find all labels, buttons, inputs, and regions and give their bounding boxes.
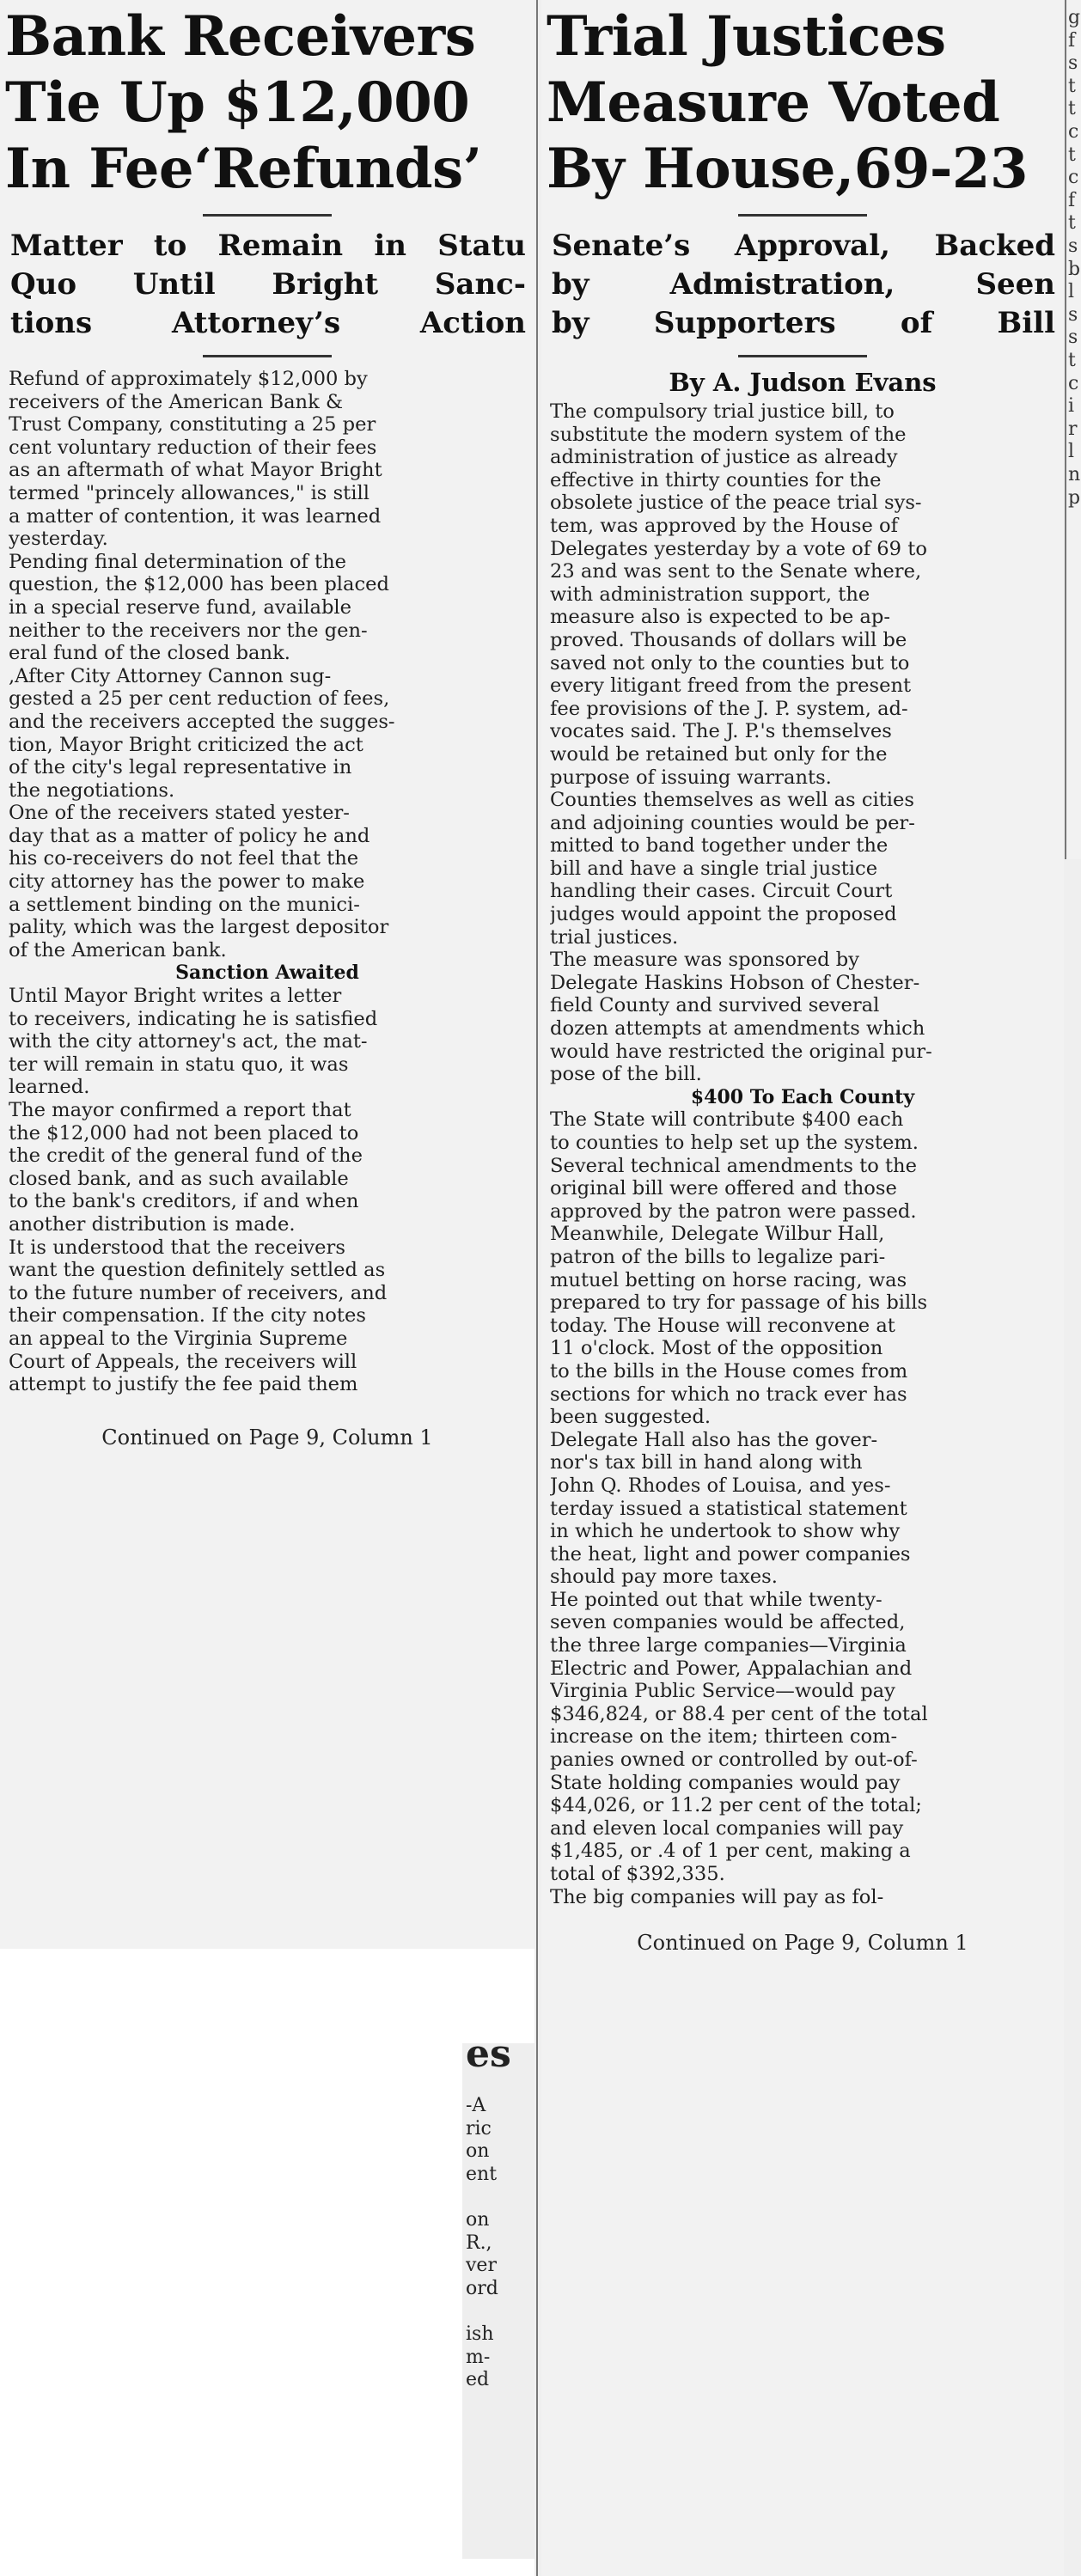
text-line: Court of Appeals, the receivers will (9, 1350, 357, 1373)
edge-fragment: s (1068, 52, 1078, 75)
text-line: tion, Mayor Bright criticized the act (9, 733, 363, 756)
text-line: receivers of the American Bank & (9, 390, 344, 413)
edge-fragment: t (1068, 98, 1076, 120)
edge-fragment: s (1068, 303, 1078, 326)
text-line: approved by the patron were passed. (550, 1199, 917, 1223)
text-line: mutuel betting on horse racing, was (550, 1268, 907, 1291)
lower-left-fragment (462, 2043, 534, 2559)
text-line: The compulsory trial justice bill, to (550, 400, 895, 423)
text-line: saved not only to the counties but to (550, 651, 910, 675)
edge-fragment: n (1068, 464, 1081, 485)
fragment-text: on (466, 2209, 490, 2231)
text-line: purpose of issuing warrants. (550, 766, 832, 789)
column-rule (1065, 0, 1066, 859)
text-line: administration of justice as already (550, 446, 898, 469)
text-line: Electric and Power, Appalachian and (550, 1657, 913, 1680)
text-line: The State will contribute $400 each (550, 1108, 904, 1132)
right-body-continued (550, 1108, 1057, 1908)
headline-line: Measure Voted (547, 70, 1000, 135)
text-line: to counties to help set up the system. (550, 1132, 919, 1154)
text-line: gested a 25 per cent reduction of fees, (9, 687, 390, 711)
text-line: John Q. Rhodes of Louisa, and yes- (550, 1474, 891, 1497)
text-line: the $12,000 had not been placed to (9, 1121, 359, 1145)
text-line: yesterday. (9, 528, 108, 551)
text-line: It is understood that the receivers (9, 1236, 345, 1259)
edge-fragment: f (1068, 29, 1076, 52)
text-line: bill and have a single trial justice (550, 857, 878, 880)
edge-fragment: s (1068, 327, 1078, 349)
text-line: pality, which was the largest depositor (9, 916, 389, 939)
right-subhead (552, 227, 1055, 343)
text-line: proved. Thousands of dollars will be (550, 628, 907, 651)
right-headline (541, 3, 1064, 202)
text-line: He pointed out that while twenty- (550, 1588, 883, 1611)
text-line: and the receivers accepted the sugges- (9, 710, 395, 733)
text-line: and eleven local companies will pay (550, 1816, 904, 1840)
edge-fragment: l (1068, 281, 1075, 303)
text-line: vocates said. The J. P.'s themselves (550, 720, 892, 743)
text-line: $346,824, or 88.4 per cent of the total (550, 1702, 928, 1725)
edge-fragment: p (1068, 486, 1081, 509)
text-line: been suggested. (550, 1406, 712, 1429)
text-line: attempt to justify the fee paid them (9, 1373, 358, 1396)
divider (738, 214, 867, 217)
left-headline (0, 3, 534, 202)
text-line: cent voluntary reduction of their fees (9, 436, 377, 459)
text-line: question, the $12,000 has been placed (9, 573, 389, 596)
text-line: would have restricted the original pur- (550, 1040, 932, 1063)
text-line: 23 and was sent to the Senate where, (550, 560, 922, 583)
text-line: mitted to band together under the (550, 834, 889, 858)
fragment-text: ric (466, 2117, 492, 2140)
text-line: seven companies would be affected, (550, 1611, 906, 1634)
left-subhead (10, 227, 526, 343)
fragment-text: ed (466, 2369, 490, 2391)
text-line: field County and survived several (550, 994, 880, 1017)
text-line: learned. (9, 1076, 90, 1099)
text-line: obsolete justice of the peace trial sys- (550, 491, 922, 515)
divider (203, 214, 332, 217)
text-line: One of the receivers stated yester- (9, 802, 350, 825)
text-line: city attorney has the power to make (9, 870, 365, 894)
text-line: The big companies will pay as fol- (550, 1885, 884, 1908)
edge-fragment: f (1068, 189, 1076, 211)
left-story (0, 0, 534, 1949)
text-line: 11 o'clock. Most of the opposition (550, 1337, 883, 1360)
column-rule (536, 0, 538, 2576)
text-line: would be retained but only for the (550, 742, 888, 766)
edge-fragment: t (1068, 143, 1076, 166)
text-line: Until Mayor Bright writes a letter (9, 985, 342, 1008)
edge-fragment: l (1068, 441, 1075, 463)
edge-fragment: r (1068, 418, 1078, 440)
text-line: today. The House will reconvene at (550, 1314, 895, 1337)
text-line: fee provisions of the J. P. system, ad- (550, 697, 908, 720)
text-line: total of $392,335. (550, 1863, 725, 1885)
blank-area (0, 1949, 534, 2576)
edge-fragment: t (1068, 75, 1076, 97)
edge-fragment: c (1068, 167, 1079, 189)
edge-fragment: t (1068, 212, 1076, 235)
divider (203, 355, 332, 357)
text-line: The mayor confirmed a report that (9, 1099, 351, 1121)
text-line: eral fund of the closed bank. (9, 642, 290, 665)
right-crosshead: $400 To Each County (690, 1085, 915, 1108)
text-line: the credit of the general fund of the (9, 1145, 363, 1168)
text-line: to the bills in the House comes from (550, 1359, 908, 1383)
fragment-text: m- (466, 2346, 491, 2368)
text-line: should pay more taxes. (550, 1566, 778, 1589)
text-line: as an aftermath of what Mayor Bright (9, 459, 382, 482)
text-line: Trust Company, constituting a 25 per (9, 413, 376, 436)
edge-fragment: c (1068, 121, 1079, 143)
text-line: with administration support, the (550, 583, 870, 606)
text-line: of the city's legal representative in (9, 756, 352, 779)
edge-fragment: t (1068, 350, 1076, 371)
text-line: and adjoining counties would be per- (550, 811, 915, 834)
subhead-line: by Admistration, Seen (552, 267, 1055, 302)
text-line: Refund of approximately $12,000 by (9, 368, 368, 390)
text-line: closed bank, and as such available (9, 1167, 349, 1190)
text-line: panies owned or controlled by out-of- (550, 1749, 918, 1772)
text-line: pose of the bill. (550, 1063, 702, 1086)
headline-line: Bank Receivers (5, 4, 476, 69)
text-line: measure also is expected to be ap- (550, 606, 890, 629)
text-line: terday issued a statistical statement (550, 1497, 907, 1520)
text-line: their compensation. If the city notes (9, 1304, 366, 1328)
subhead-line: Senate’s Approval, Backed (552, 229, 1055, 263)
fragment-text: ish (466, 2323, 494, 2345)
fragment-text: R., (466, 2231, 492, 2254)
headline-line: By House,69-23 (547, 137, 1028, 201)
text-line: the negotiations. (9, 778, 175, 802)
edge-fragment: c (1068, 372, 1079, 394)
text-line: his co-receivers do not feel that the (9, 847, 359, 870)
text-line: prepared to try for passage of his bills (550, 1291, 928, 1315)
text-line: in a special reserve fund, available (9, 595, 352, 619)
text-line: effective in thirty counties for the (550, 468, 882, 491)
headline-line: Tie Up $12,000 (5, 70, 470, 135)
subhead-line: tions Attorney’s Action (10, 306, 526, 340)
text-line: to receivers, indicating he is satisfied (9, 1007, 378, 1030)
text-line: of the American bank. (9, 938, 227, 961)
text-line: every litigant freed from the present (550, 675, 912, 698)
edge-fragment: b (1068, 258, 1081, 280)
text-line: Delegate Haskins Hobson of Chester- (550, 971, 920, 994)
text-line: Several technical amendments to the (550, 1154, 917, 1177)
text-line: ter will remain in statu quo, it was (9, 1053, 349, 1076)
divider (738, 355, 867, 357)
text-line: the three large companies—Virginia (550, 1634, 907, 1657)
text-line: $1,485, or .4 of 1 per cent, making a (550, 1840, 911, 1863)
text-line: an appeal to the Virginia Supreme (9, 1327, 348, 1350)
text-line: nor's tax bill in hand along with (550, 1451, 863, 1474)
edge-fragment: g (1068, 7, 1081, 28)
text-line: neither to the receivers nor the gen- (9, 619, 368, 642)
text-line: another distribution is made. (9, 1212, 296, 1236)
edge-fragment: s (1068, 235, 1078, 257)
edge-column-fragment (1067, 0, 1081, 859)
text-line: Delegate Hall also has the gover- (550, 1428, 878, 1451)
text-line: tem, was approved by the House of (550, 514, 898, 537)
text-line: substitute the modern system of the (550, 423, 907, 446)
text-line: ,After City Attorney Cannon sug- (9, 664, 332, 687)
text-line: Pending final determination of the (9, 550, 347, 573)
text-line: Delegates yesterday by a vote of 69 to (550, 537, 927, 560)
text-line: judges would appoint the proposed (550, 903, 897, 926)
fragment-text: on (466, 2140, 490, 2163)
text-line: trial justices. (550, 925, 679, 949)
headline-line: In Fee‘Refunds’ (5, 137, 482, 201)
text-line: original bill were offered and those (550, 1177, 897, 1200)
text-line: increase on the item; thirteen com- (550, 1725, 898, 1749)
text-line: to the future number of receivers, and (9, 1281, 388, 1304)
edge-fragment: i (1068, 395, 1075, 418)
right-story (541, 0, 1064, 2576)
fragment-text: es (466, 2043, 511, 2076)
text-line: $44,026, or 11.2 per cent of the total; (550, 1794, 922, 1817)
byline: By A. Judson Evans (669, 368, 937, 397)
subhead-line: by Supporters of Bill (552, 306, 1055, 340)
text-line: Virginia Public Service—would pay (550, 1680, 895, 1703)
text-line: the heat, light and power companies (550, 1542, 911, 1566)
left-body (9, 368, 528, 961)
text-line: a matter of contention, it was learned (9, 504, 382, 528)
text-line: State holding companies would pay (550, 1771, 901, 1794)
right-continued-line: Continued on Page 9, Column 1 (637, 1931, 968, 1956)
left-continued-line: Continued on Page 9, Column 1 (101, 1425, 433, 1450)
left-body-continued (9, 985, 528, 1396)
fragment-text: ent (466, 2163, 498, 2185)
text-line: termed "princely allowances," is still (9, 481, 369, 504)
text-line: a settlement binding on the munici- (9, 893, 360, 916)
text-line: dozen attempts at amendments which (550, 1017, 925, 1041)
text-line: to the bank's creditors, if and when (9, 1190, 359, 1213)
text-line: want the question definitely settled as (9, 1259, 386, 1282)
fragment-text: ord (466, 2277, 498, 2299)
subhead-line: Matter to Remain in Statu (10, 229, 526, 263)
text-line: Meanwhile, Delegate Wilbur Hall, (550, 1223, 885, 1246)
fragment-text: ver (466, 2255, 497, 2277)
text-line: in which he undertook to show why (550, 1520, 901, 1543)
text-line: patron of the bills to legalize pari- (550, 1245, 886, 1268)
left-crosshead: Sanction Awaited (175, 961, 359, 985)
subhead-line: Quo Until Bright Sanc- (10, 267, 526, 302)
fragment-text: -A (466, 2095, 486, 2116)
text-line: with the city attorney's act, the mat- (9, 1030, 368, 1053)
text-line: sections for which no track ever has (550, 1383, 907, 1406)
text-line: Counties themselves as well as cities (550, 789, 914, 812)
text-line: day that as a matter of policy he and (9, 824, 370, 847)
text-line: handling their cases. Circuit Court (550, 880, 893, 903)
right-body (550, 400, 1057, 1086)
headline-line: Trial Justices (547, 4, 946, 69)
text-line: The measure was sponsored by (550, 949, 859, 972)
